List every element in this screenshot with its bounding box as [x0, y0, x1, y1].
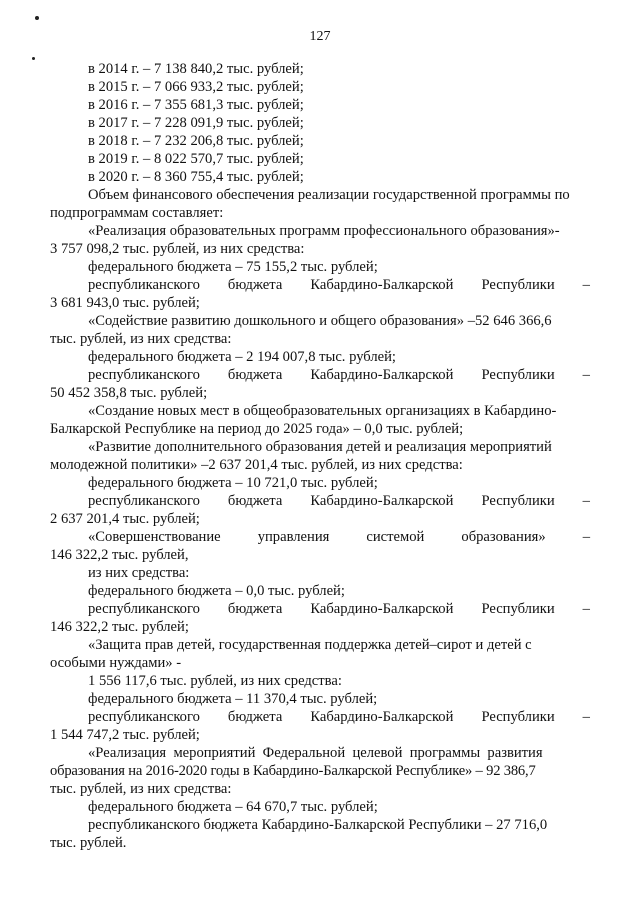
- word: республиканского: [88, 367, 200, 383]
- word: Республики: [481, 709, 555, 725]
- subprogram-title-cont: особыми нуждами» -: [50, 655, 182, 671]
- word: Республики: [481, 493, 555, 509]
- subprogram-title: «Создание новых мест в общеобразовательных организациях в Кабардино-: [88, 403, 557, 419]
- subprogram-total: тыс. рублей, из них средства:: [50, 331, 232, 347]
- word: бюджета: [227, 367, 283, 383]
- subprogram-total-note: из них средства:: [88, 565, 190, 581]
- republic-budget-sum: 2 637 201,4 тыс. рублей;: [50, 511, 200, 527]
- federal-budget-line: федерального бюджета – 11 370,4 тыс. рублей;: [88, 691, 378, 707]
- word: –: [582, 493, 590, 509]
- federal-budget-line: федерального бюджета – 10 721,0 тыс. рублей;: [88, 475, 378, 491]
- republic-budget-sum: тыс. рублей.: [50, 835, 127, 851]
- federal-budget-line: федерального бюджета – 2 194 007,8 тыс. рублей;: [88, 349, 396, 365]
- subprogram-total: молодежной политики» –2 637 201,4 тыс. рублей, из них средства:: [50, 457, 463, 473]
- word: Кабардино-Балкарской: [310, 367, 454, 383]
- subprogram-title: «Реализация образовательных программ профессионального образования»-: [88, 223, 560, 239]
- word: Кабардино-Балкарской: [310, 277, 454, 293]
- subprogram-title: «Реализация мероприятий Федеральной целевой программы развития: [88, 745, 543, 761]
- document-body: [50, 60, 590, 852]
- subprogram-total: тыс. рублей, из них средства:: [50, 781, 232, 797]
- word: республиканского: [88, 493, 200, 509]
- page-number: 127: [309, 29, 331, 44]
- year-line: в 2018 г. – 7 232 206,8 тыс. рублей;: [88, 133, 304, 149]
- republic-budget-line: [50, 276, 590, 294]
- word: бюджета: [227, 277, 283, 293]
- word: –: [582, 529, 590, 545]
- republic-budget-sum: 146 322,2 тыс. рублей;: [50, 619, 189, 635]
- word: республиканского: [88, 277, 200, 293]
- word: системой: [366, 529, 425, 545]
- word: –: [582, 367, 590, 383]
- subprogram-total: 3 757 098,2 тыс. рублей, из них средства:: [50, 241, 305, 257]
- subprogram-title: [50, 528, 590, 546]
- word: Республики: [481, 277, 555, 293]
- scan-mark: [35, 16, 39, 20]
- subprogram-title-cont: образования на 2016-2020 годы в Кабардино-Балкарской Республике» – 92 386,7: [50, 763, 536, 779]
- year-line: в 2015 г. – 7 066 933,2 тыс. рублей;: [88, 79, 304, 95]
- word: управления: [257, 529, 330, 545]
- year-line: в 2020 г. – 8 360 755,4 тыс. рублей;: [88, 169, 304, 185]
- word: Кабардино-Балкарской: [310, 493, 454, 509]
- republic-budget-sum: 50 452 358,8 тыс. рублей;: [50, 385, 208, 401]
- republic-budget-line: республиканского бюджета Кабардино-Балкарской Республики – 27 716,0: [88, 817, 548, 833]
- word: Республики: [481, 367, 555, 383]
- word: Республики: [481, 601, 555, 617]
- republic-budget-line: [50, 708, 590, 726]
- word: «Совершенствование: [88, 529, 221, 545]
- federal-budget-line: федерального бюджета – 0,0 тыс. рублей;: [88, 583, 345, 599]
- word: республиканского: [88, 601, 200, 617]
- word: образования»: [461, 529, 546, 545]
- scan-mark: [32, 57, 35, 60]
- subprogram-title: «Развитие дополнительного образования детей и реализация мероприятий: [88, 439, 552, 455]
- subprogram-title: «Защита прав детей, государственная поддержка детей–сирот и детей с: [88, 637, 532, 653]
- year-line: в 2017 г. – 7 228 091,9 тыс. рублей;: [88, 115, 304, 131]
- word: –: [582, 601, 590, 617]
- federal-budget-line: федерального бюджета – 64 670,7 тыс. рублей;: [88, 799, 378, 815]
- subprogram-title: «Содействие развитию дошкольного и общего образования» –52 646 366,6: [88, 313, 552, 329]
- word: бюджета: [227, 601, 283, 617]
- republic-budget-line: [50, 600, 590, 618]
- word: Кабардино-Балкарской: [310, 601, 454, 617]
- intro-line: подпрограммам составляет:: [50, 205, 224, 221]
- intro-line: Объем финансового обеспечения реализации государственной программы по: [88, 187, 570, 203]
- word: –: [582, 277, 590, 293]
- year-line: в 2016 г. – 7 355 681,3 тыс. рублей;: [88, 97, 304, 113]
- year-line: в 2014 г. – 7 138 840,2 тыс. рублей;: [88, 61, 304, 77]
- word: бюджета: [227, 493, 283, 509]
- republic-budget-sum: 1 544 747,2 тыс. рублей;: [50, 727, 200, 743]
- federal-budget-line: федерального бюджета – 75 155,2 тыс. рублей;: [88, 259, 378, 275]
- subprogram-total: 146 322,2 тыс. рублей,: [50, 547, 189, 563]
- republic-budget-line: [50, 492, 590, 510]
- word: республиканского: [88, 709, 200, 725]
- subprogram-total: Балкарской Республике на период до 2025 года» – 0,0 тыс. рублей;: [50, 421, 464, 437]
- word: –: [582, 709, 590, 725]
- year-line: в 2019 г. – 8 022 570,7 тыс. рублей;: [88, 151, 304, 167]
- word: Кабардино-Балкарской: [310, 709, 454, 725]
- word: бюджета: [227, 709, 283, 725]
- republic-budget-sum: 3 681 943,0 тыс. рублей;: [50, 295, 200, 311]
- subprogram-total: 1 556 117,6 тыс. рублей, из них средства:: [88, 673, 342, 689]
- republic-budget-line: [50, 366, 590, 384]
